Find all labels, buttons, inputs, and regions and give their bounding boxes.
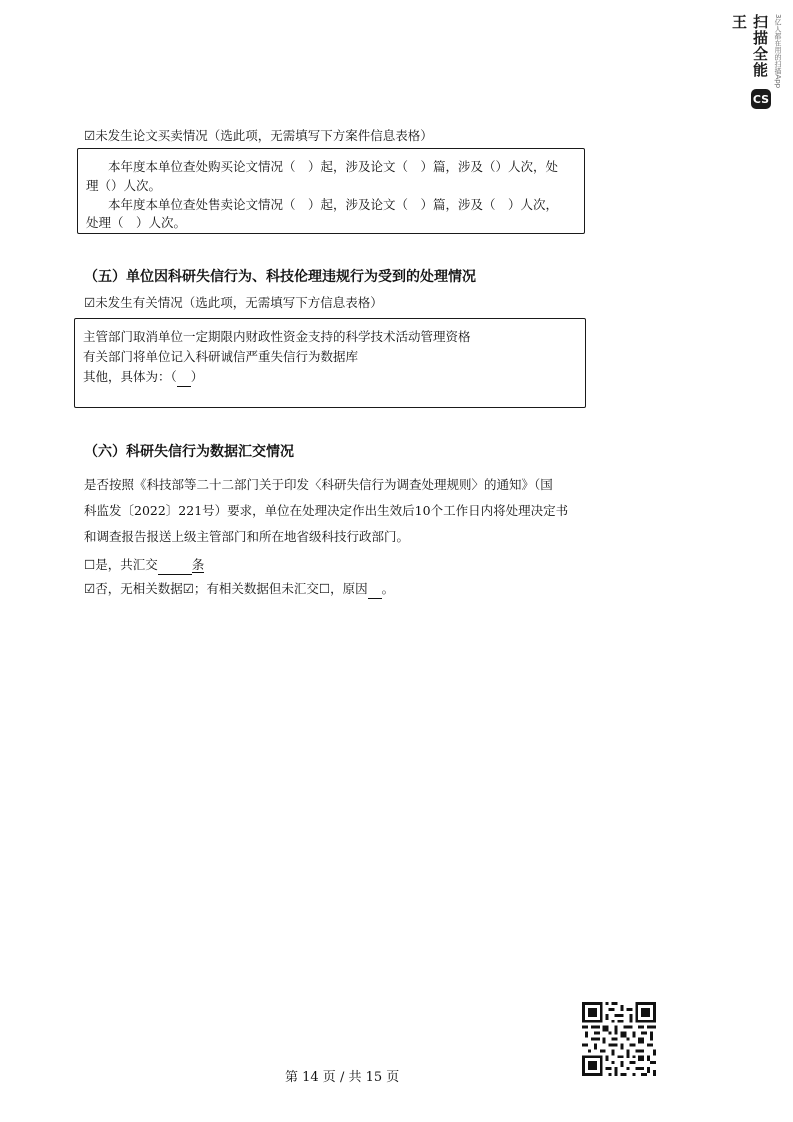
section5-title: （五）单位因科研失信行为、科技伦理违规行为受到的处理情况: [84, 269, 476, 285]
qr-code-icon: [582, 1002, 656, 1076]
section4-box-line-1: 本年度本单位查处购买论文情况（ ）起，涉及论文（ ）篇，涉及（）人次，处: [108, 159, 559, 174]
section6-option-yes: [84, 555, 204, 575]
section6-para-line-1: 是否按照《科技部等二十二部门关于印发〈科研失信行为调查处理规则〉的通知》（国: [84, 477, 553, 492]
section6-yes-suffix: 条: [191, 557, 205, 572]
section5-option-none: ☑未发生有关情况（选此项，无需填写下方信息表格）: [84, 295, 383, 310]
section5-box-other: [83, 367, 203, 387]
section4-box-line-3: 本年度本单位查处售卖论文情况（ ）起，涉及论文（ ）篇，涉及（ ）人次，: [108, 197, 559, 212]
section5-other-blank: [177, 367, 191, 387]
page-number: 第 14 页 / 共 15 页: [285, 1070, 400, 1085]
section4-info-box: [77, 148, 585, 234]
section6-option-no: [84, 579, 394, 599]
section4-box-line-2: 理（）人次。: [86, 178, 162, 193]
app-watermark-name: 扫描全能王: [730, 14, 769, 78]
section6-para-line-2: 科监发〔2022〕221号）要求，单位在处理决定作出生效后10个工作日内将处理决定书: [84, 503, 569, 518]
section5-box-line-1: 主管部门取消单位一定期限内财政性资金支持的科学技术活动管理资格: [83, 329, 471, 344]
section6-yes-prefix: ☐是，共汇交: [84, 557, 158, 572]
section6-no-end: 。: [381, 581, 395, 596]
section6-title: （六）科研失信行为数据汇交情况: [84, 444, 294, 460]
section4-box-line-4: 处理（ ）人次。: [86, 215, 187, 230]
section4-option-none: ☑未发生论文买卖情况（选此项，无需填写下方案件信息表格）: [84, 128, 433, 143]
section6-yes-blank: [158, 555, 192, 575]
cs-logo-icon: CS: [751, 89, 771, 109]
app-watermark-tagline: 3亿人都在用的扫描App: [774, 14, 782, 89]
section6-no-text: ☑否，无相关数据☑；有相关数据但未汇交☐，原因: [84, 581, 368, 596]
section6-para-line-3: 和调查报告报送上级主管部门和所在地省级科技行政部门。: [84, 529, 410, 544]
section6-no-reason-blank: [368, 579, 382, 599]
section5-info-box: [74, 318, 586, 408]
section5-other-label: 其他，具体为：（: [83, 369, 177, 384]
section5-other-close: ）: [190, 369, 204, 384]
section5-box-line-2: 有关部门将单位记入科研诚信严重失信行为数据库: [83, 349, 359, 364]
